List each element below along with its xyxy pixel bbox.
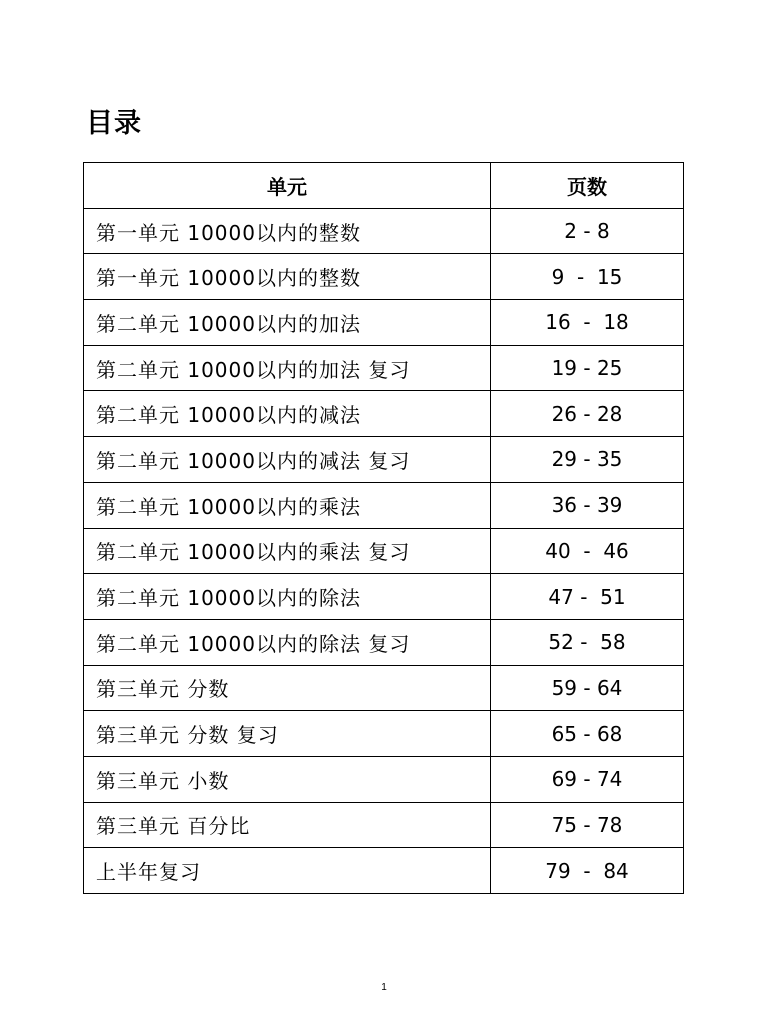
unit-cell: 第三单元 小数 — [84, 756, 491, 802]
pages-cell: 2 - 8 — [491, 208, 684, 254]
header-unit: 单元 — [84, 163, 491, 209]
table-row — [84, 619, 684, 665]
pages-cell: 52 - 58 — [491, 619, 684, 665]
unit-cell: 第三单元 分数 — [84, 665, 491, 711]
table-row — [84, 254, 684, 300]
pages-cell: 47 - 51 — [491, 574, 684, 620]
pages-cell: 26 - 28 — [491, 391, 684, 437]
table-row — [84, 528, 684, 574]
table-row — [84, 802, 684, 848]
pages-cell: 40 - 46 — [491, 528, 684, 574]
table-row — [84, 756, 684, 802]
table-row — [84, 482, 684, 528]
unit-cell: 第三单元 百分比 — [84, 802, 491, 848]
unit-cell: 第一单元 10000以内的整数 — [84, 254, 491, 300]
pages-cell: 75 - 78 — [491, 802, 684, 848]
pages-cell: 36 - 39 — [491, 482, 684, 528]
page-title: 目录 — [86, 108, 142, 139]
table-body — [84, 208, 684, 893]
table-row — [84, 208, 684, 254]
table-header-row — [84, 163, 684, 209]
pages-cell: 9 - 15 — [491, 254, 684, 300]
table-row — [84, 345, 684, 391]
table-row — [84, 574, 684, 620]
table-row — [84, 848, 684, 894]
unit-cell: 第二单元 10000以内的加法 — [84, 300, 491, 346]
unit-cell: 第二单元 10000以内的减法 复习 — [84, 437, 491, 483]
unit-cell: 第二单元 10000以内的乘法 — [84, 482, 491, 528]
pages-cell: 79 - 84 — [491, 848, 684, 894]
pages-cell: 65 - 68 — [491, 711, 684, 757]
unit-cell: 第一单元 10000以内的整数 — [84, 208, 491, 254]
unit-cell: 第二单元 10000以内的加法 复习 — [84, 345, 491, 391]
table-row — [84, 391, 684, 437]
page-number: 1 — [381, 982, 387, 993]
table-row — [84, 300, 684, 346]
unit-cell: 第二单元 10000以内的减法 — [84, 391, 491, 437]
unit-cell: 第二单元 10000以内的乘法 复习 — [84, 528, 491, 574]
table-row — [84, 437, 684, 483]
pages-cell: 59 - 64 — [491, 665, 684, 711]
unit-cell: 第二单元 10000以内的除法 复习 — [84, 619, 491, 665]
table-row — [84, 711, 684, 757]
pages-cell: 16 - 18 — [491, 300, 684, 346]
pages-cell: 69 - 74 — [491, 756, 684, 802]
table-of-contents — [83, 162, 684, 894]
unit-cell: 第二单元 10000以内的除法 — [84, 574, 491, 620]
header-pages: 页数 — [491, 163, 684, 209]
table-row — [84, 665, 684, 711]
unit-cell: 第三单元 分数 复习 — [84, 711, 491, 757]
pages-cell: 19 - 25 — [491, 345, 684, 391]
unit-cell: 上半年复习 — [84, 848, 491, 894]
pages-cell: 29 - 35 — [491, 437, 684, 483]
